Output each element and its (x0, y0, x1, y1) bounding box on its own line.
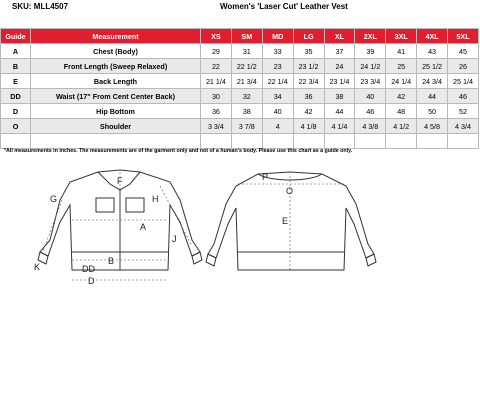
size-value-cell: 46 (355, 104, 386, 119)
guide-cell: O (1, 119, 31, 134)
size-value-cell: 41 (386, 44, 417, 59)
label-f: F (117, 176, 123, 186)
measurement-cell (31, 134, 201, 149)
measurement-cell: Hip Bottom (31, 104, 201, 119)
size-value-cell: 3 7/8 (231, 119, 262, 134)
guide-cell: A (1, 44, 31, 59)
size-value-cell: 36 (201, 104, 232, 119)
measurement-cell: Back Length (31, 74, 201, 89)
size-value-cell: 50 (417, 104, 448, 119)
column-header-measurement: Measurement (31, 29, 201, 44)
size-value-cell: 31 (231, 44, 262, 59)
size-value-cell: 30 (201, 89, 232, 104)
size-value-cell: 48 (386, 104, 417, 119)
size-value-cell: 35 (293, 44, 324, 59)
size-value-cell: 21 1/4 (201, 74, 232, 89)
size-value-cell: 25 (386, 59, 417, 74)
size-value-cell: 52 (448, 104, 479, 119)
garment-diagram (0, 160, 480, 400)
size-value-cell: 22 (201, 59, 232, 74)
size-value-cell: 22 3/4 (293, 74, 324, 89)
table-row (1, 74, 479, 89)
size-value-cell: 23 3/4 (355, 74, 386, 89)
size-value-cell: 33 (262, 44, 293, 59)
size-value-cell (293, 134, 324, 149)
size-value-cell: 32 (231, 89, 262, 104)
label-e: E (282, 216, 289, 226)
table-row (1, 119, 479, 134)
product-title: Women's 'Laser Cut' Leather Vest (220, 2, 348, 11)
size-value-cell: 37 (324, 44, 355, 59)
size-value-cell: 4 3/8 (355, 119, 386, 134)
table-row (1, 59, 479, 74)
label-o: O (286, 186, 294, 196)
column-header-size: SM (231, 29, 262, 44)
size-value-cell: 23 1/2 (293, 59, 324, 74)
label-h: H (152, 194, 159, 204)
label-j: J (172, 234, 177, 244)
guide-cell (1, 134, 31, 149)
measurement-cell: Chest (Body) (31, 44, 201, 59)
table-row (1, 104, 479, 119)
column-header-size: LG (293, 29, 324, 44)
size-value-cell: 40 (355, 89, 386, 104)
column-header-size: 5XL (448, 29, 479, 44)
size-value-cell: 4 1/8 (293, 119, 324, 134)
size-value-cell: 29 (201, 44, 232, 59)
size-value-cell: 4 3/4 (448, 119, 479, 134)
measurement-cell: Shoulder (31, 119, 201, 134)
column-header-size: 2XL (355, 29, 386, 44)
chart-header (0, 0, 480, 14)
measurement-cell: Waist (17" From Cent Center Back) (31, 89, 201, 104)
size-value-cell: 22 1/4 (262, 74, 293, 89)
guide-cell: E (1, 74, 31, 89)
table-header-row (1, 29, 479, 44)
size-value-cell: 36 (293, 89, 324, 104)
size-value-cell: 23 (262, 59, 293, 74)
size-value-cell: 21 3/4 (231, 74, 262, 89)
size-value-cell: 25 1/4 (448, 74, 479, 89)
size-value-cell: 24 1/2 (355, 59, 386, 74)
guide-cell: D (1, 104, 31, 119)
size-value-cell: 43 (417, 44, 448, 59)
label-g: G (50, 194, 58, 204)
size-value-cell: 26 (448, 59, 479, 74)
column-header-size: MD (262, 29, 293, 44)
size-value-cell: 3 3/4 (201, 119, 232, 134)
size-value-cell (201, 134, 232, 149)
size-value-cell (231, 134, 262, 149)
size-value-cell (355, 134, 386, 149)
size-value-cell (262, 134, 293, 149)
size-value-cell: 45 (448, 44, 479, 59)
size-value-cell: 39 (355, 44, 386, 59)
column-header-size: XL (324, 29, 355, 44)
column-header-guide: Guide (1, 29, 31, 44)
size-value-cell: 23 1/4 (324, 74, 355, 89)
size-value-cell: 25 1/2 (417, 59, 448, 74)
table-row (1, 44, 479, 59)
size-value-cell (324, 134, 355, 149)
size-value-cell: 4 1/4 (324, 119, 355, 134)
guide-cell: DD (1, 89, 31, 104)
size-value-cell: 22 1/2 (231, 59, 262, 74)
size-value-cell: 42 (386, 89, 417, 104)
size-value-cell: 40 (262, 104, 293, 119)
label-p: P (262, 172, 269, 182)
size-value-cell: 38 (324, 89, 355, 104)
label-d: D (88, 276, 95, 286)
column-header-size: 3XL (386, 29, 417, 44)
table-row (1, 89, 479, 104)
size-value-cell: 42 (293, 104, 324, 119)
size-value-cell (448, 134, 479, 149)
column-header-size: XS (201, 29, 232, 44)
measurement-cell: Front Length (Sweep Relaxed) (31, 59, 201, 74)
label-dd: DD (82, 264, 95, 274)
size-value-cell: 24 (324, 59, 355, 74)
label-a: A (140, 222, 147, 232)
measurement-note: *All measurements in inches. The measurements are of the garment only and not of a human's body. Please use this chart as a guide only. (4, 148, 353, 154)
size-value-cell: 34 (262, 89, 293, 104)
size-value-cell: 24 3/4 (417, 74, 448, 89)
sku-label: SKU: MLL4507 (12, 2, 69, 11)
size-value-cell: 46 (448, 89, 479, 104)
guide-cell: B (1, 59, 31, 74)
size-chart-table (0, 28, 479, 149)
size-value-cell: 44 (324, 104, 355, 119)
size-value-cell: 24 1/4 (386, 74, 417, 89)
size-value-cell (417, 134, 448, 149)
label-k: K (34, 262, 41, 272)
size-value-cell: 38 (231, 104, 262, 119)
table-row (1, 134, 479, 149)
size-value-cell: 4 1/2 (386, 119, 417, 134)
column-header-size: 4XL (417, 29, 448, 44)
size-value-cell (386, 134, 417, 149)
label-b: B (108, 256, 115, 266)
size-value-cell: 4 5/8 (417, 119, 448, 134)
size-value-cell: 44 (417, 89, 448, 104)
size-value-cell: 4 (262, 119, 293, 134)
